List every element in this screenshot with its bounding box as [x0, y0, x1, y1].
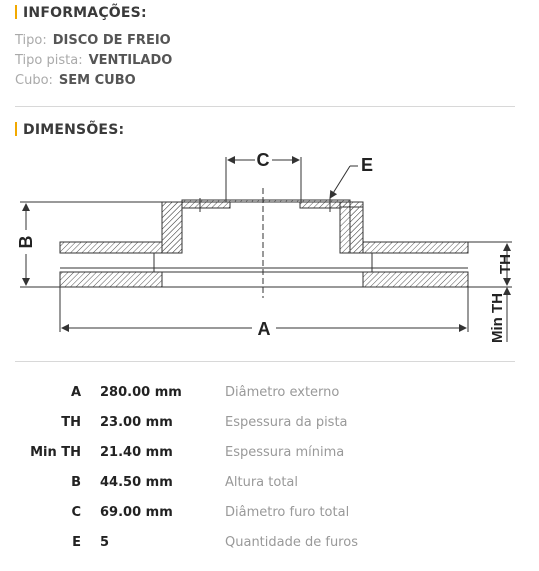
table-row [0, 385, 539, 405]
info-section-title [15, 5, 147, 21]
table-row [0, 535, 539, 555]
info-title-text: INFORMAÇÕES: [23, 5, 147, 21]
dim-desc: Altura total [225, 475, 299, 490]
dim-desc: Quantidade de furos [225, 535, 358, 550]
diagram-label-e: E [360, 155, 374, 175]
dim-value: 69.00 mm [100, 505, 173, 520]
info-value: VENTILADO [88, 53, 173, 68]
info-row-tipo [15, 33, 171, 48]
diagram-label-b: B [16, 235, 36, 249]
dimensions-title-text: DIMENSÕES: [23, 122, 125, 138]
info-label: Tipo pista: [15, 53, 83, 68]
dim-value: 21.40 mm [100, 445, 173, 460]
dim-code: A [70, 385, 81, 400]
dim-desc: Diâmetro furo total [225, 505, 350, 520]
disc-hat-top-right [300, 202, 340, 208]
dim-code: Min TH [30, 445, 81, 460]
diagram-label-a: A [257, 319, 271, 339]
divider [15, 106, 515, 107]
dim-code: C [71, 505, 81, 520]
dim-value: 23.00 mm [100, 415, 173, 430]
e-leader [330, 166, 350, 198]
accent-bar [15, 5, 17, 19]
info-value: SEM CUBO [58, 73, 136, 88]
dim-value: 280.00 mm [100, 385, 182, 400]
diagram-label-min-th: Min TH [489, 293, 506, 343]
disc-lower-section [60, 272, 468, 287]
disc-upper-section [60, 200, 468, 253]
info-row-tipo-pista [15, 53, 172, 68]
info-label: Tipo: [15, 33, 47, 48]
divider [15, 361, 515, 362]
accent-bar [15, 122, 17, 136]
dimensions-section-title [15, 122, 124, 138]
dim-code: E [72, 535, 81, 550]
table-row [0, 415, 539, 435]
diagram-label-c: C [256, 150, 270, 170]
diagram-label-th: TH [497, 254, 514, 274]
disc-hat-top-left [182, 202, 230, 208]
dim-code: B [71, 475, 81, 490]
table-row [0, 475, 539, 495]
dim-desc: Diâmetro externo [225, 385, 340, 400]
info-label: Cubo: [15, 73, 53, 88]
dim-code: TH [61, 415, 81, 430]
dim-desc: Espessura mínima [225, 445, 345, 460]
table-row [0, 505, 539, 525]
dim-value: 5 [100, 535, 110, 550]
info-value: DISCO DE FREIO [52, 33, 171, 48]
dim-desc: Espessura da pista [225, 415, 348, 430]
brake-disc-diagram [0, 142, 539, 352]
info-row-cubo [15, 73, 136, 88]
table-row [0, 445, 539, 465]
dim-value: 44.50 mm [100, 475, 173, 490]
